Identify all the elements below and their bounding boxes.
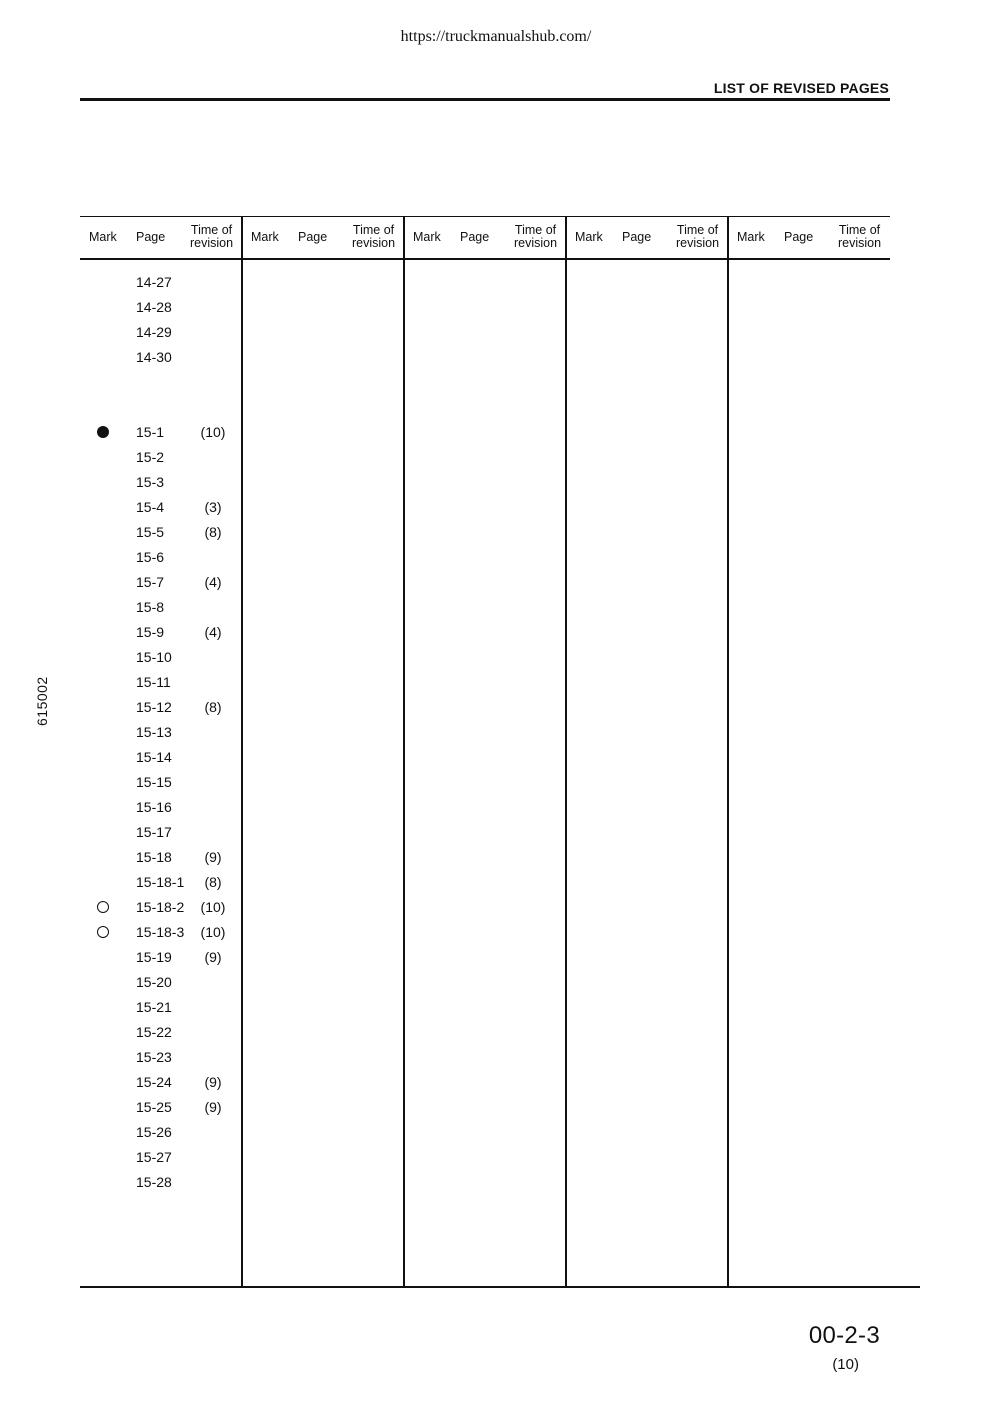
row-page: 14-27	[136, 273, 172, 290]
header-mark: Mark	[251, 229, 279, 244]
row-page: 15-5	[136, 523, 165, 540]
header-mark: Mark	[575, 229, 603, 244]
row-page: 15-2	[136, 448, 165, 465]
row-page: 15-23	[136, 1048, 172, 1065]
row-page: 15-26	[136, 1123, 172, 1140]
page-revision: (10)	[832, 1356, 859, 1373]
row-page: 15-14	[136, 748, 172, 765]
header-time-of-revision	[352, 216, 395, 258]
header-rule	[80, 98, 890, 101]
row-page: 14-30	[136, 348, 172, 365]
header-time-of-revision	[676, 216, 719, 258]
header-time-of-revision	[190, 216, 233, 258]
row-page: 15-13	[136, 723, 172, 740]
column-divider	[403, 216, 405, 1287]
hollow-circle-mark	[97, 901, 109, 913]
row-time-of-revision: (9)	[204, 1098, 222, 1115]
row-page: 14-29	[136, 323, 172, 340]
row-time-of-revision: (9)	[204, 848, 222, 865]
row-page: 15-11	[136, 673, 171, 690]
row-time-of-revision: (3)	[204, 498, 222, 515]
column-divider	[241, 216, 243, 1287]
page-header-title: LIST OF REVISED PAGES	[713, 80, 889, 96]
row-page: 15-7	[136, 573, 165, 590]
row-page: 14-28	[136, 298, 172, 315]
header-page: Page	[136, 229, 166, 244]
row-time-of-revision: (4)	[204, 573, 222, 590]
row-page: 15-4	[136, 498, 165, 515]
header-page: Page	[460, 229, 490, 244]
row-page: 15-27	[136, 1148, 172, 1165]
row-page: 15-17	[136, 823, 172, 840]
side-document-code: 615002	[34, 676, 50, 726]
row-page: 15-10	[136, 648, 172, 665]
header-time-of-revision	[838, 216, 881, 258]
row-time-of-revision: (9)	[204, 1073, 222, 1090]
page-number: 00-2-3	[808, 1322, 880, 1349]
header-page: Page	[298, 229, 328, 244]
header-mark: Mark	[413, 229, 441, 244]
row-page: 15-19	[136, 948, 172, 965]
row-page: 15-18-2	[136, 898, 185, 915]
row-time-of-revision: (9)	[204, 948, 222, 965]
header-time-line1: Time of	[514, 223, 557, 237]
source-url: https://truckmanualshub.com/	[400, 28, 592, 45]
row-page: 15-20	[136, 973, 172, 990]
header-time-line2: revision	[352, 236, 396, 250]
row-page: 15-22	[136, 1023, 172, 1040]
row-page: 15-21	[136, 998, 172, 1015]
row-time-of-revision: (10)	[200, 898, 226, 915]
row-time-of-revision: (8)	[204, 873, 222, 890]
row-time-of-revision: (10)	[200, 923, 226, 940]
column-divider	[727, 216, 729, 1287]
row-page: 15-9	[136, 623, 165, 640]
revised-pages-table	[80, 216, 890, 1288]
row-page: 15-25	[136, 1098, 172, 1115]
header-time-line2: revision	[676, 236, 720, 250]
row-page: 15-28	[136, 1173, 172, 1190]
header-time-line2: revision	[514, 236, 558, 250]
row-time-of-revision: (10)	[200, 423, 226, 440]
row-page: 15-24	[136, 1073, 172, 1090]
row-page: 15-12	[136, 698, 172, 715]
header-time-line1: Time of	[838, 223, 881, 237]
header-mark: Mark	[89, 229, 117, 244]
row-page: 15-1	[136, 423, 165, 440]
header-time-line1: Time of	[676, 223, 719, 237]
table-bottom-rule	[80, 1286, 920, 1288]
header-time-line2: revision	[838, 236, 882, 250]
row-page: 15-18-3	[136, 923, 185, 940]
filled-circle-mark	[97, 426, 109, 438]
header-mark: Mark	[737, 229, 765, 244]
header-page: Page	[784, 229, 814, 244]
header-time-line1: Time of	[190, 223, 233, 237]
hollow-circle-mark	[97, 926, 109, 938]
table-header-rule	[80, 258, 890, 260]
row-time-of-revision: (8)	[204, 523, 222, 540]
header-time-of-revision	[514, 216, 557, 258]
row-time-of-revision: (4)	[204, 623, 222, 640]
header-page: Page	[622, 229, 652, 244]
row-page: 15-18	[136, 848, 172, 865]
header-time-line2: revision	[190, 236, 234, 250]
column-divider	[565, 216, 567, 1287]
row-page: 15-8	[136, 598, 165, 615]
row-page: 15-6	[136, 548, 165, 565]
row-page: 15-15	[136, 773, 172, 790]
row-page: 15-3	[136, 473, 165, 490]
header-time-line1: Time of	[352, 223, 395, 237]
row-page: 15-16	[136, 798, 172, 815]
row-page: 15-18-1	[136, 873, 185, 890]
row-time-of-revision: (8)	[204, 698, 222, 715]
